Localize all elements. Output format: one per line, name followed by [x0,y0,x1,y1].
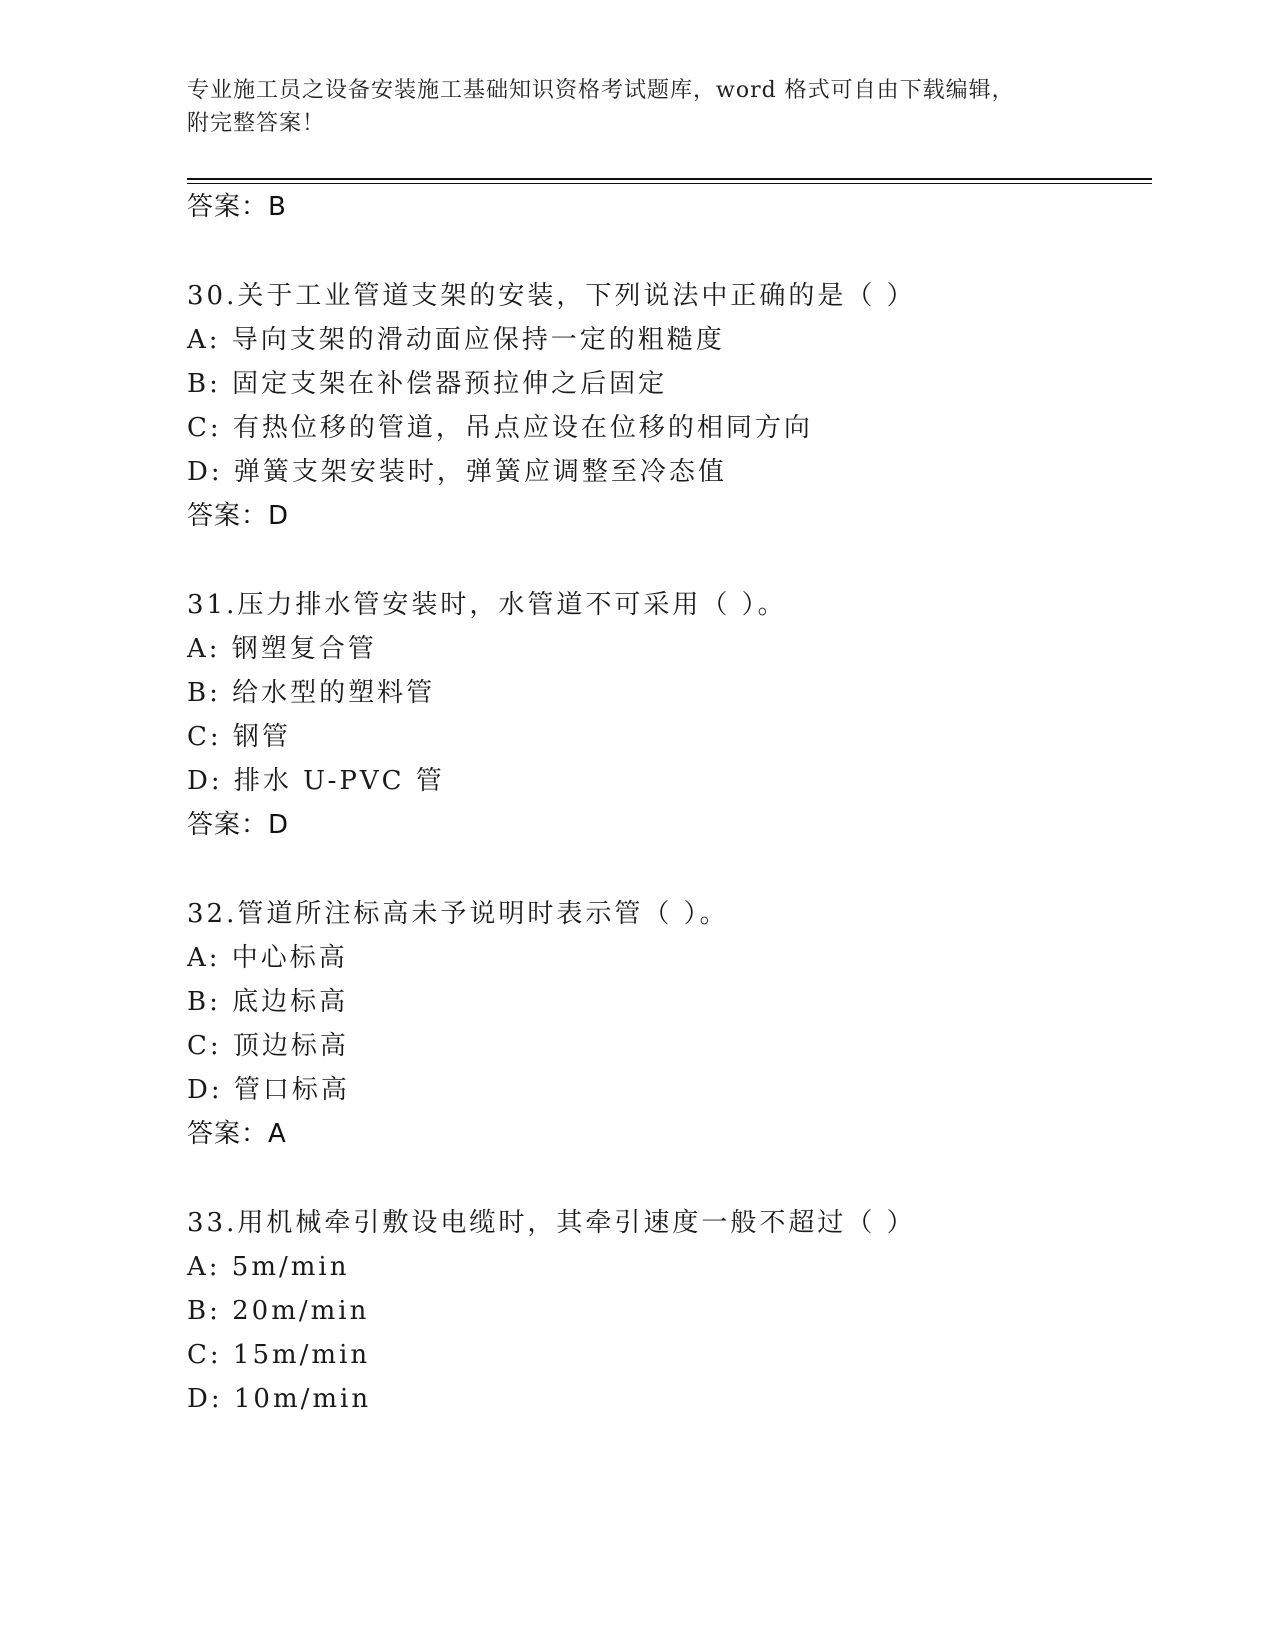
question-32-answer: 答案：A [187,1119,287,1149]
header-divider-thin [187,183,1152,184]
question-32-stem: 32.管道所注标高未予说明时表示管（ ）。 [187,899,729,929]
question-31-option-b: B: 给水型的塑料管 [187,678,436,708]
question-33-option-a: A: 5m/min [187,1252,350,1282]
question-33-stem: 33.用机械牵引敷设电缆时，其牵引速度一般不超过（ ） [187,1208,916,1238]
question-30-option-b: B: 固定支架在补偿器预拉伸之后固定 [187,369,668,399]
previous-answer: 答案：B [187,192,287,222]
question-32-option-c: C: 顶边标高 [187,1031,349,1061]
question-31-option-d: D: 排水 U-PVC 管 [187,766,445,796]
question-32-option-b: B: 底边标高 [187,987,349,1017]
question-30-option-d: D: 弹簧支架安装时，弹簧应调整至冷态值 [187,457,727,487]
question-33-option-d: D: 10m/min [187,1384,372,1414]
header-line-1: 专业施工员之设备安装施工基础知识资格考试题库，word 格式可自由下载编辑， [187,78,1015,103]
question-30-stem: 30.关于工业管道支架的安装，下列说法中正确的是（ ） [187,281,916,311]
header-divider-thick [187,178,1152,180]
question-31-option-c: C: 钢管 [187,722,291,752]
question-31-option-a: A: 钢塑复合管 [187,634,377,664]
question-32-option-a: A: 中心标高 [187,943,348,973]
question-33-option-b: B: 20m/min [187,1296,370,1326]
document-header [187,74,1087,140]
question-30-option-c: C: 有热位移的管道，吊点应设在位移的相同方向 [187,413,813,443]
question-31-answer: 答案：D [187,810,290,840]
question-31-stem: 31.压力排水管安装时，水管道不可采用（ ）。 [187,590,787,620]
question-32-option-d: D: 管口标高 [187,1075,350,1105]
question-30-answer: 答案：D [187,501,290,531]
header-line-2: 附完整答案！ [187,111,326,136]
question-33-option-c: C: 15m/min [187,1340,371,1370]
question-30-option-a: A: 导向支架的滑动面应保持一定的粗糙度 [187,325,725,355]
